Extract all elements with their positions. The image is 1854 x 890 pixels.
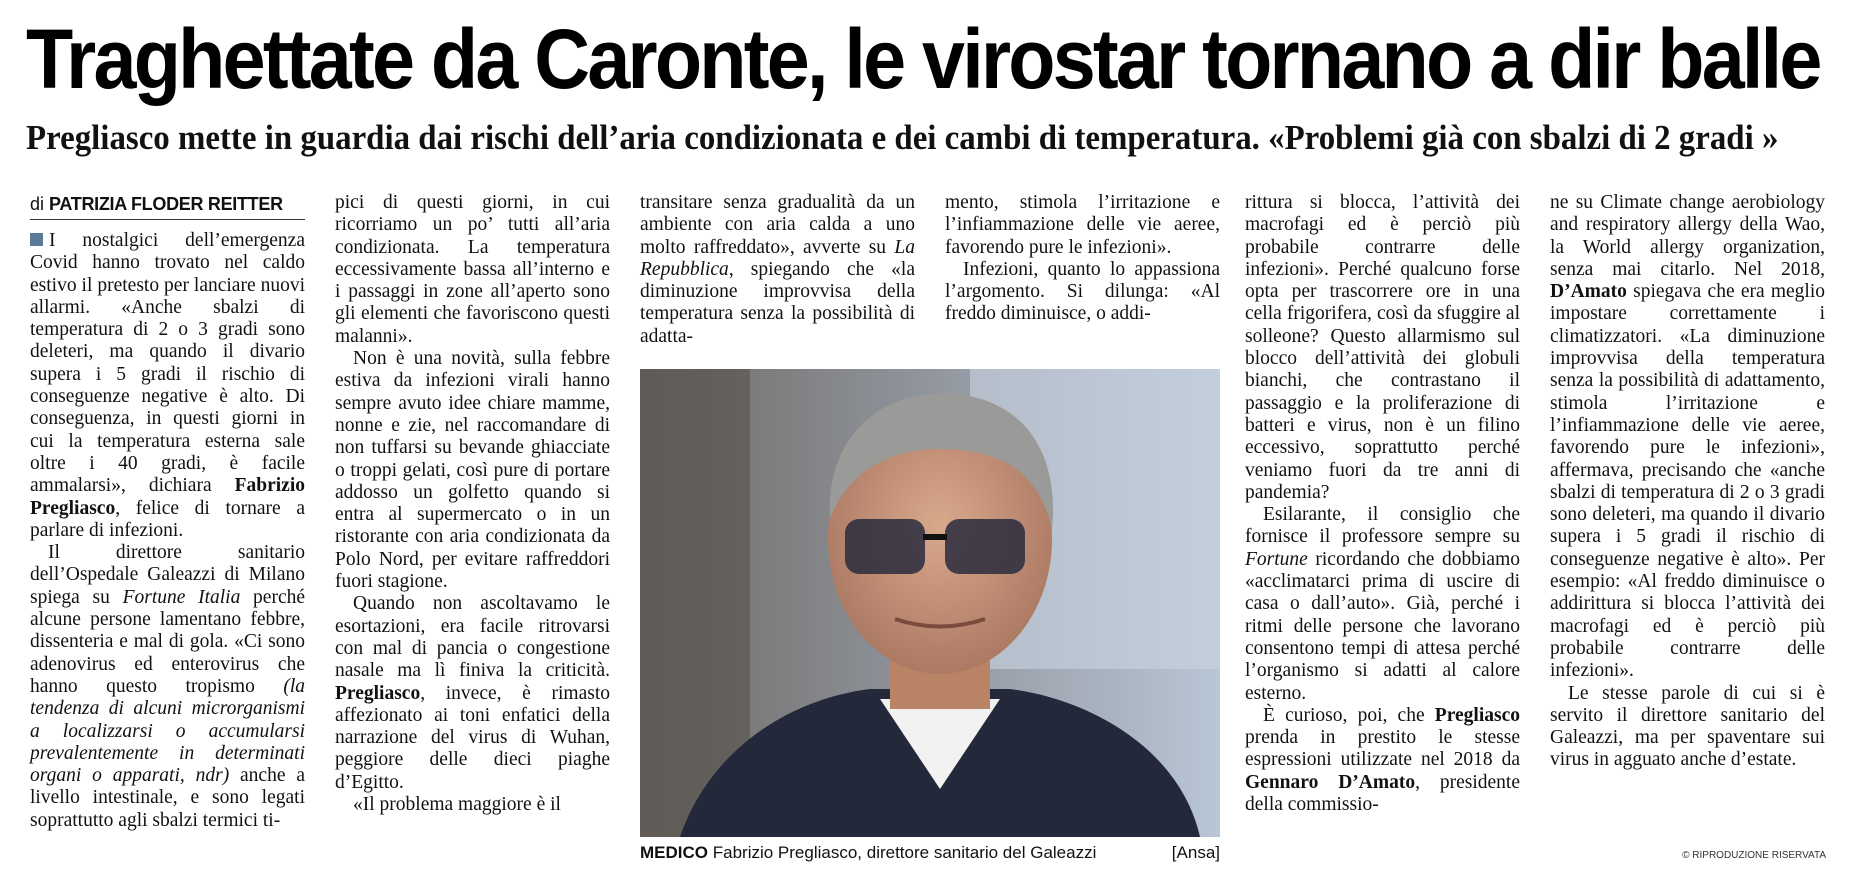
column-3 (640, 192, 915, 348)
text-run: perché alcune persone lamentano febbre, dissenteria e mal di gola. «Ci sono adenovirus ed enterovirus che hanno questo tropismo (30, 586, 306, 697)
text-run: ricordando che dobbiamo «acclimatarci prima di uscire di casa o dall’auto». Già, perché i ritmi delle persone che lavorano consentono tempi di attesa perché l’organismo si adatti al calore esterno. (1245, 548, 1520, 704)
paragraph: «Il problema maggiore è il (353, 794, 561, 816)
column-2 (335, 192, 610, 816)
paragraph (30, 230, 305, 542)
text-run: spiegava che era meglio impostare correttamente i climatizzatori. «La diminuzione improvvisa della temperatura senza la possibilità di adattamento, stimola l’irritazione e l’infiammazione delle vie aeree, favorendo pure le infezioni», affermava, precisando che «anche sbalzi di temperatura di 2 o 3 gradi sono deleteri, ma quando il divario supera i 5 gradi il rischio di conseguenze negative è alto». Per esempio: «Al freddo diminuisce o addirittura si blocca l’attività dei macrofagi ed è perciò più probabile contrarre delle infezioni». (1550, 281, 1825, 682)
paragraph: Infezioni, quanto lo appassiona l’argomento. Si dilunga: «Al freddo diminuisce, o addi- (945, 258, 1220, 325)
column-4 (945, 192, 1220, 326)
person-name: Fabrizio Pregliasco (30, 475, 305, 519)
byline (30, 192, 305, 220)
paragraph: rittura si blocca, l’attività dei macrofagi ed è perciò più probabile contrarre delle infezioni». Perché qualcuno forse opta per trascorrere ore in una cella frigorifera, così da sfuggire al solleone? Questo allarmismo sul blocco dell’attività dei globuli bianchi, che contrastano il passaggio e la proliferazione di batteri e virus, non è un filino eccessivo, soprattutto perché veniamo fuori da tre anni di pandemia? (1245, 192, 1520, 503)
column-1 (30, 192, 305, 832)
portrait-illustration (640, 369, 1220, 837)
headline: Traghettate da Caronte, le virostar tornano a dir balle (26, 12, 1820, 106)
text-run: , presidente della commissio- (1245, 771, 1520, 816)
text-run: prenda in prestito le stesse espressioni utilizzate nel 2018 da (1245, 727, 1520, 771)
text-run: Esilarante, il consiglio che fornisce il professore sempre su (1245, 504, 1520, 548)
paragraph: Non è una novità, sulla febbre estiva da infezioni virali hanno sempre avuto idee chiare mamme, nonne e zie, nel raccomandare di non tuffarsi su bevande ghiacciate o troppi gelati, così pure di portare addosso un golfetto quando si entra al supermercato o in un ristorante con aria condizionata da Polo Nord, per evitare raffreddori fuori stagione. (335, 348, 610, 593)
byline-author: PATRIZIA FLODER REITTER (49, 194, 283, 214)
paragraph: mento, stimola l’irritazione e l’infiammazione delle vie aeree, favorendo pure le infezioni». (945, 192, 1220, 258)
text-run: I nostalgici dell’emergenza Covid hanno trovato nel caldo estivo il pretesto per lanciare nuovi allarmi. «Anche sbalzi di temperatura di 2 o 3 gradi sono deleteri, ma quando il divario supera i 5 gradi il rischio di conseguenze negative è alto. Di conseguenza, in questi giorni in cui la temperatura esterna sale oltre i 40 gradi, è facile ammalarsi», dichiara (30, 230, 305, 497)
person-name: Gennaro D’Amato (1245, 771, 1416, 793)
editor-note: (la tendenza di alcuni microrganismi a localizzarsi o accumularsi prevalentemente in determinati organi o apparati, ndr) (30, 675, 305, 787)
text-run: anche a livello intestinale, e sono legati soprattutto agli sbalzi termici ti- (30, 765, 305, 831)
paragraph: pici di questi giorni, in cui ricorriamo un po’ tutti all’aria condizionata. La temperatura eccessivamente bassa all’interno e i passaggi in zone all’aperto sono gli elementi che favoriscono questi malanni». (335, 192, 610, 347)
paragraph (1550, 192, 1825, 683)
copyright-notice: © RIPRODUZIONE RISERVATA (1682, 850, 1826, 861)
text-run: , felice di tornare a parlare di infezioni. (30, 497, 305, 541)
subheadline: Pregliasco mette in guardia dai rischi dell’aria condizionata e dei cambi di temperatura. «Problemi già con sbalzi di 2 gradi » (26, 118, 1779, 157)
caption-text: Fabrizio Pregliasco, direttore sanitario del Galeazzi (712, 843, 1097, 862)
photo-credit: [Ansa] (1171, 843, 1220, 862)
text-run: , spiegando che «la diminuzione improvvisa della temperatura senza la possibilità di adatta- (640, 258, 915, 347)
byline-prefix: di (30, 194, 45, 214)
person-name: Pregliasco (1434, 704, 1520, 726)
text-run: transitare senza gradualità da un ambiente con aria calda a uno molto raffreddato», avverte su (640, 192, 915, 258)
caption-label: MEDICO (640, 843, 708, 862)
paragraph (1245, 504, 1520, 705)
text-run: Il direttore sanitario dell’Ospedale Galeazzi di Milano spiega su (30, 542, 305, 608)
paragraph: Le stesse parole di cui si è servito il direttore sanitario del Galeazzi, ma per spaventare sui virus in agguato anche d’estate. (1550, 682, 1825, 771)
text-run: , invece, è rimasto affezionato ai toni enfatici della narrazione del virus di Wuhan, peggiore delle dieci piaghe d’Egitto. (335, 682, 610, 793)
publication-name: Fortune (1245, 548, 1308, 570)
person-name: D’Amato (1550, 281, 1627, 303)
paragraph (1245, 705, 1520, 816)
paragraph (30, 542, 305, 832)
photo-caption (640, 842, 1220, 864)
article-start-square-icon (30, 233, 43, 246)
publication-name: La Repubblica (640, 236, 915, 280)
caption-main (640, 842, 1096, 864)
paragraph (640, 192, 915, 348)
text-run: Quando non ascoltavamo le esortazioni, era facile ritrovarsi con mal di pancia o congestione nasale ma lì finiva la criticità. (335, 593, 610, 682)
publication-name: Fortune Italia (122, 586, 241, 608)
portrait-photo (640, 369, 1220, 837)
paragraph (335, 593, 610, 794)
person-name: Pregliasco (335, 682, 421, 704)
column-5 (1245, 192, 1520, 816)
text-run: ne su Climate change aerobiology and respiratory allergy della Wao, la World allergy organization, senza mai citarlo. Nel 2018, (1550, 192, 1825, 280)
text-run: È curioso, poi, che (1263, 704, 1435, 726)
column-6 (1550, 192, 1825, 772)
